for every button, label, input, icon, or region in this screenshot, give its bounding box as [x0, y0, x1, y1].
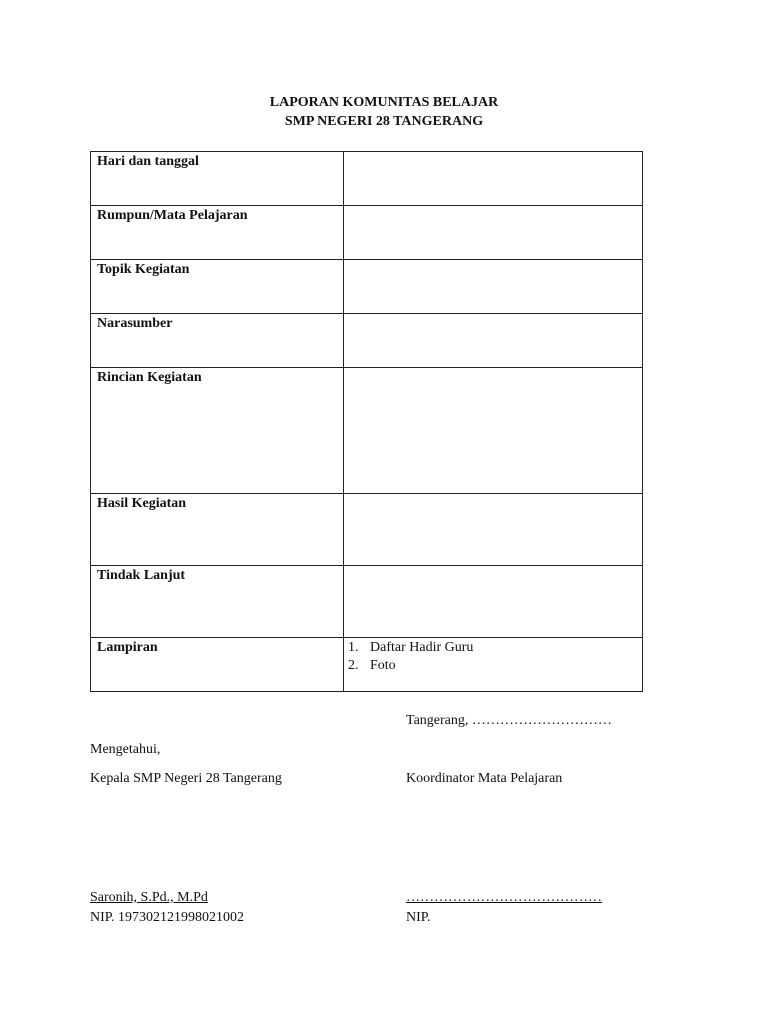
school-name: SMP NEGERI 28 TANGERANG [284, 114, 484, 129]
principal-role: Kepala SMP Negeri 28 Tangerang [90, 771, 282, 786]
table-row [91, 152, 643, 206]
coordinator-nip: NIP. [406, 910, 431, 925]
list-number: 2. [348, 658, 359, 673]
row-value [344, 494, 643, 566]
row-label: Lampiran [91, 638, 344, 692]
table-row [91, 206, 643, 260]
table-row [91, 368, 643, 494]
row-label: Topik Kegiatan [91, 260, 344, 314]
table-row [91, 260, 643, 314]
list-item [344, 657, 642, 675]
document-title: LAPORAN KOMUNITAS BELAJAR [269, 95, 499, 110]
coordinator-role: Koordinator Mata Pelajaran [406, 771, 563, 786]
row-value [344, 206, 643, 260]
place-date: Tangerang, ………………………… [406, 713, 612, 728]
table-row [91, 494, 643, 566]
row-label: Narasumber [91, 314, 344, 368]
attachment-cell [344, 638, 643, 692]
list-item [344, 639, 642, 657]
row-label: Rumpun/Mata Pelajaran [91, 206, 344, 260]
coordinator-name-line: …………………………………… [406, 890, 602, 905]
row-value [344, 260, 643, 314]
table-row [91, 314, 643, 368]
report-table [90, 151, 643, 692]
row-label: Rincian Kegiatan [91, 368, 344, 494]
list-text: Foto [370, 658, 396, 673]
attachment-list [344, 639, 642, 675]
list-number: 1. [348, 640, 359, 655]
list-text: Daftar Hadir Guru [370, 640, 474, 655]
row-label: Hasil Kegiatan [91, 494, 344, 566]
principal-nip: NIP. 197302121998021002 [90, 910, 245, 925]
row-value [344, 152, 643, 206]
acknowledged-label: Mengetahui, [90, 742, 161, 757]
row-value [344, 368, 643, 494]
table-row [91, 566, 643, 638]
row-label: Tindak Lanjut [91, 566, 344, 638]
row-value [344, 314, 643, 368]
table-row [91, 638, 643, 692]
row-value [344, 566, 643, 638]
principal-name: Saronih, S.Pd., M.Pd [90, 890, 208, 905]
row-label: Hari dan tanggal [91, 152, 344, 206]
